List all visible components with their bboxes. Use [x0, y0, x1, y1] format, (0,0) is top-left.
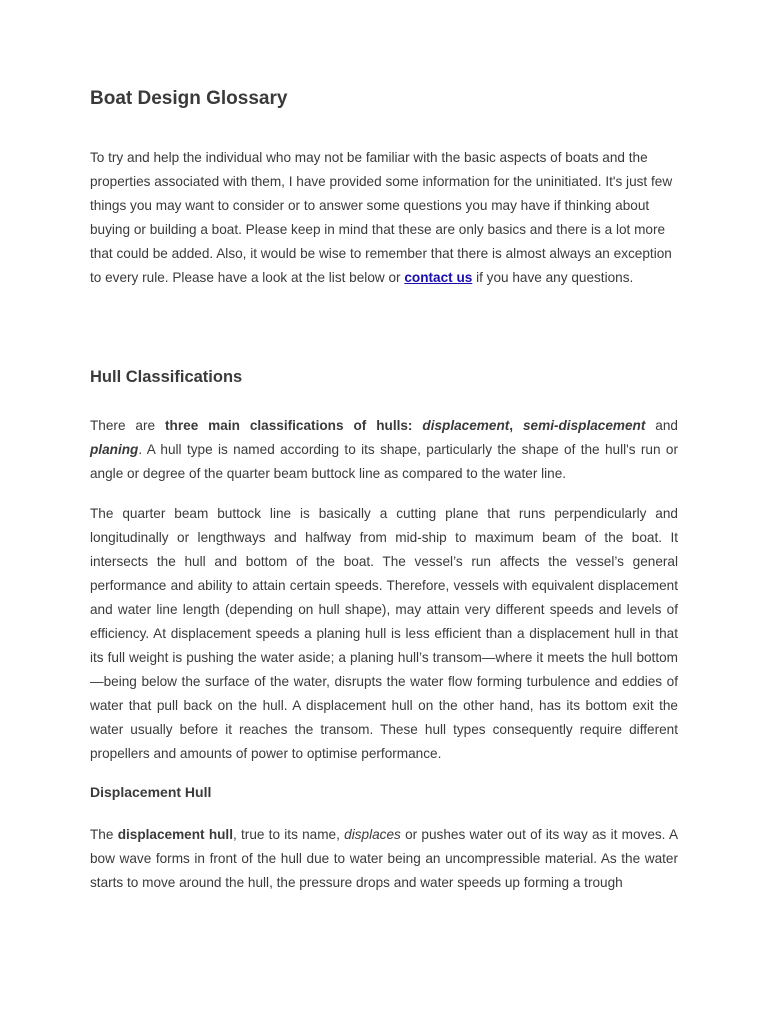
contact-us-link[interactable]: contact us [404, 270, 473, 285]
page-title: Boat Design Glossary [90, 88, 288, 109]
disp-p1-italic: displaces [344, 827, 401, 842]
hull-p1-text: There are [90, 418, 166, 433]
intro-paragraph [90, 146, 678, 290]
disp-p1-rest: or pushes water out of its way as it moves. A bow wave forms in front of the hull due to water being an uncompressible material. As the water starts to move around the hull, the pressure drops and water speeds up forming a trough [90, 827, 679, 890]
hull-p1-bold-comma: , [509, 418, 523, 433]
displacement-hull-paragraph [90, 823, 678, 895]
displacement-hull-heading: Displacement Hull [90, 784, 212, 800]
hull-type-planing: planing [90, 442, 139, 457]
hull-type-semi-displacement: semi-displacement [522, 418, 646, 433]
hull-classifications-paragraph-2: The quarter beam buttock line is basically a cutting plane that runs perpendicularly and longitudinally or lengthways and halfway from mid-ship to maximum beam of the boat. It intersects the hull and bottom of the boat. The vessel’s run affects the vessel’s general performance and ability to attain certain speeds. Therefore, vessels with equivalent displacement and water line length (depending on hull shape), may attain very different speeds and levels of efficiency. At displacement speeds a planing hull is less efficient than a displacement hull in that its full weight is pushing the water aside; a planing hull’s transom—where it meets the hull bottom—being below the surface of the water, disrupts the water flow forming turbulence and eddies of water that pull back on the hull. A displacement hull on the other hand, has its bottom exit the water usually before it reaches the transom. These hull types consequently require different propellers and amounts of power to optimise performance. [90, 506, 678, 761]
intro-text-after-link: if you have any questions. [472, 270, 634, 285]
hull-classifications-paragraph-1 [90, 414, 678, 486]
hull-classifications-heading: Hull Classifications [90, 368, 243, 386]
disp-p1-text: The [90, 827, 118, 842]
disp-p1-bold: displacement hull [117, 827, 233, 842]
disp-p1-text-2: , true to its name, [232, 827, 345, 842]
intro-text-before-link: To try and help the individual who may not be familiar with the basic aspects of boats and the properties associated with them, I have provided some information for the uninitiated. It's just few things you may want to consider or to answer some questions you may have if thinking about buying or building a boat. Please keep in mind that these are only basics and there is a lot more that could be added. Also, it would be wise to remember that there is almost always an exception to every rule. Please have a look at the list below or [90, 150, 673, 285]
hull-p1-and: and [645, 418, 678, 433]
hull-type-displacement: displacement [422, 418, 510, 433]
hull-p1-bold: three main classifications of hulls: [165, 418, 423, 433]
hull-p1-rest: . A hull type is named according to its shape, particularly the shape of the hull's run or angle or degree of the quarter beam buttock line as compared to the water line. [90, 442, 678, 481]
